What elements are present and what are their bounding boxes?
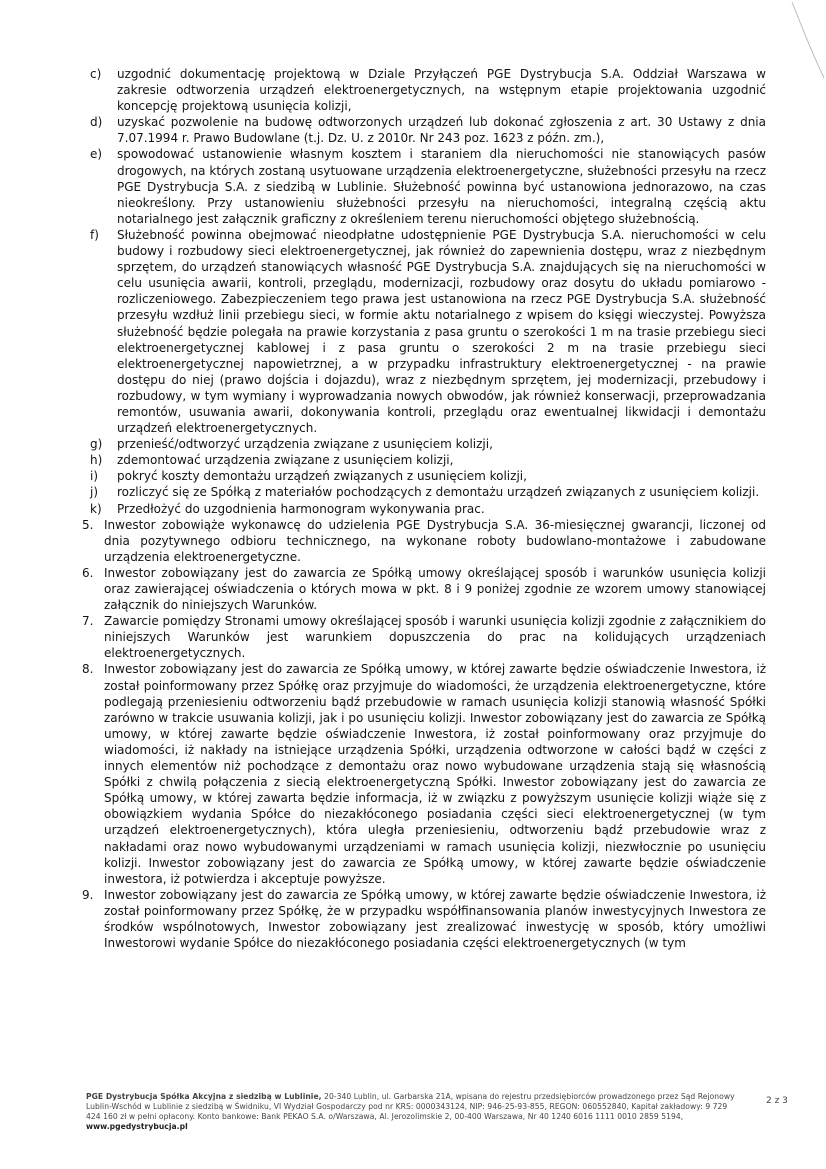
numbered-item: [82, 887, 766, 951]
footer-company-name: PGE Dystrybucja Spółka Akcyjna z siedzibą w Lublinie,: [86, 1092, 322, 1101]
item-text: Inwestor zobowiązany jest do zawarcia ze Spółką umowy, w której zawarte będzie oświadczenie Inwestora, iż został poinformowany przez Spółkę oraz przyjmuje do wiadomości, że urządzenia elektroenergetyczne, które podlegają przeniesieniu odtworzeniu bądź przebudowie w ramach usunięcia kolizji stanowią własność Spółki zarówno w trakcie usuwania kolizji, jak i po usunięciu kolizji. Inwestor zobowiązany jest do zawarcia ze Spółką umowy, w której zawarte będzie oświadczenie Inwestora, iż został poinformowany oraz przyjmuje do wiadomości, iż nakłady na istniejące urządzenia Spółki, urządzenia odtworzone w całości bądź w części z innych elementów niż pochodzące z demontażu oraz nowo wybudowane urządzenia stają się własnością Spółki z chwilą połączenia z siecią elektroenergetyczną Spółki. Inwestor zobowiązany jest do zawarcia ze Spółką umowy, w której zawarta będzie informacja, iż w związku z powyższym usunięcie kolizji wiąże się z obowiązkiem wydania Spółce do niezakłóconego posiadania części sieci elektroenergetycznej (w tym urządzeń elektroenergetycznych), która uległa przeniesieniu, odtworzeniu bądź przebudowie wraz z nakładami oraz nowo wybudowanymi urządzeniami w ramach usunięcia kolizji, niezwłocznie po usunięciu kolizji. Inwestor zobowiązany jest do zawarcia ze Spółką umowy, w której zawarte będzie oświadczenie inwestora, iż potwierdza i akceptuje powyższe.: [104, 662, 766, 886]
scan-edge-line: [786, 0, 826, 80]
item-marker: g): [90, 437, 103, 452]
item-marker: c): [90, 67, 102, 81]
numbered-item: [82, 517, 766, 565]
item-text: Inwestor zobowiązany jest do zawarcia ze Spółką umowy określającej sposób i warunków usunięcia kolizji oraz zawierającej oświadczenia o których mowa w pkt. 8 i 9 poniżej zgodnie ze wzorem umowy stanowiącej załącznik do niniejszych Warunków.: [104, 565, 766, 613]
document-body: [82, 66, 766, 951]
footer-website-link[interactable]: www.pgedystrybucja.pl: [86, 1122, 188, 1131]
item-marker: j): [90, 485, 99, 500]
item-marker: d): [90, 115, 103, 130]
footer-registration-text: 20-340 Lublin, ul. Garbarska 21A, wpisana do rejestru przedsiębiorców prowadzonego przez Sąd Rejonowy Lublin-Wschód w Lublinie z siedzibą w Świdniku, VI Wydział Gospodarczy pod nr KRS: 0000343124, NIP: 946-25-93-855, REGON: 060552840, Kapitał zakładowy: 9 729 424 160 zł w pełni opłacony. Konto bankowe: Bank PEKAO S.A. o/Warszawa, Al. Jerozolimskie 2, 00-400 Warszawa, Nr 40 1240 6016 1111 0010 2859 5194,: [86, 1092, 735, 1121]
list-item: [86, 146, 766, 226]
item-text: Inwestor zobowiązany jest do zawarcia ze Spółką umowy, w której zawarte będzie oświadczenie Inwestora, iż został poinformowany przez Spółkę, że w przypadku współfinansowania planów inwestycyjnych Inwestora ze środków wspólnotowych, Inwestor zobowiązany jest zrealizować inwestycję w sposób, który umożliwi Inwestorowi wydanie Spółce do niezakłóconego posiadania części elektroenergetycznych (w tym: [104, 887, 766, 951]
numbered-item: [82, 613, 766, 661]
item-text: Służebność powinna obejmować nieodpłatne udostępnienie PGE Dystrybucja S.A. nieruchomości w celu budowy i rozbudowy sieci elektroenergetycznej, jak również do zapewnienia dostępu, wraz z niezbędnym sprzętem, do urządzeń stanowiących własność PGE Dystrybucja S.A. znajdujących się na nieruchomości w celu usunięcia awarii, kontroli, przeglądu, modernizacji, rozbudowy oraz dosytu do układu pomiarowo - rozliczeniowego. Zabezpieczeniem tego prawa jest ustanowiona na rzecz PGE Dystrybucja S.A. służebność przesyłu wzdłuż linii przebiegu sieci, w formie aktu notarialnego z wpisem do księgi wieczystej. Powyższa służebność będzie polegała na prawie korzystania z pasa gruntu o szerokości 1 m na trasie przebiegu sieci elektroenergetycznej kablowej i z pasa gruntu o szerokości 2 m na trasie przebiegu sieci elektroenergetycznej napowietrznej, a w przypadku infrastruktury elektroenergetycznej - na prawie dostępu do niej (prawo dojścia i dojazdu), wraz z niezbędnym sprzętem, jej modernizacji, przebudowy i rozbudowy, w tym wymiany i wyprowadzania nowych obwodów, jak również konserwacji, przeprowadzania remontów, usuwania awarii, dokonywania kontroli, przeglądu oraz ewentualnej likwidacji i demontażu urządzeń elektroenergetycznych.: [117, 227, 766, 436]
item-text: Zawarcie pomiędzy Stronami umowy określającej sposób i warunki usunięcia kolizji zgodnie z załącznikiem do niniejszych Warunków jest warunkiem dopuszczenia do prac na kolidujących urządzeniach elektroenergetycznych.: [104, 614, 766, 661]
item-text: uzyskać pozwolenie na budowę odtworzonych urządzeń lub dokonać zgłoszenia z art. 30 Ustawy z dnia 7.07.1994 r. Prawo Budowlane (t.j. Dz. U. z 2010r. Nr 243 poz. 1623 z późn. zm.),: [117, 115, 766, 146]
item-number: 6.: [82, 565, 94, 580]
numbered-item: [82, 565, 766, 613]
item-text: przenieść/odtworzyć urządzenia związane z usunięciem kolizji,: [117, 437, 493, 452]
list-item: [86, 436, 766, 452]
item-text: zdemontować urządzenia związane z usunięciem kolizji,: [117, 453, 454, 468]
item-text: Inwestor zobowiąże wykonawcę do udzielenia PGE Dystrybucja S.A. 36-miesięcznej gwarancji, liczonej od dnia pozytywnego odbioru technicznego, na wykonane roboty budowlano-montażowe i zabudowane urządzenia elektroenergetyczne.: [104, 517, 766, 564]
item-text: rozliczyć się ze Spółką z materiałów pochodzących z demontażu urządzeń związanych z usunięciem kolizji.: [117, 485, 760, 500]
list-item: [86, 501, 766, 517]
list-item: [86, 66, 766, 114]
item-marker: f): [90, 227, 99, 242]
item-number: 7.: [82, 614, 94, 629]
list-item: [86, 114, 766, 146]
list-item: [86, 227, 766, 436]
page-number: 2 z 3: [766, 1096, 788, 1106]
item-marker: e): [90, 147, 103, 162]
item-number: 9.: [82, 887, 94, 902]
list-item: [86, 468, 766, 484]
item-text: pokryć koszty demontażu urządzeń związanych z usunięciem kolizji,: [117, 469, 527, 484]
item-number: 5.: [82, 517, 94, 532]
item-text: Przedłożyć do uzgodnienia harmonogram wykonywania prac.: [117, 501, 485, 516]
item-marker: k): [90, 501, 102, 516]
item-text: uzgodnić dokumentację projektową w Dziale Przyłączeń PGE Dystrybucja S.A. Oddział Warszawa w zakresie odtworzenia urządzeń elektroenergetycznych, na wstępnym etapie projektowania uzgodnić koncepcję projektową usunięcia kolizji,: [117, 67, 766, 114]
item-text: spowodować ustanowienie własnym kosztem i staraniem dla nieruchomości nie stanowiących pasów drogowych, na których zostaną usytuowane urządzenia elektroenergetyczne, służebności przesyłu na rzecz PGE Dystrybucja S.A. z siedzibą w Lublinie. Służebność powinna być ustanowiona jednorazowo, na czas nieokreślony. Przy ustanowieniu służebności przesyłu na nieruchomości, integralną częścią aktu notarialnego jest załącznik graficzny z określeniem terenu nieruchomości objętego służebnością.: [117, 147, 766, 226]
list-item: [86, 452, 766, 468]
page-footer: [86, 1092, 736, 1132]
item-marker: i): [90, 469, 99, 484]
item-number: 8.: [82, 662, 94, 677]
numbered-item: [82, 661, 766, 886]
list-item: [86, 484, 766, 500]
item-marker: h): [90, 453, 103, 468]
